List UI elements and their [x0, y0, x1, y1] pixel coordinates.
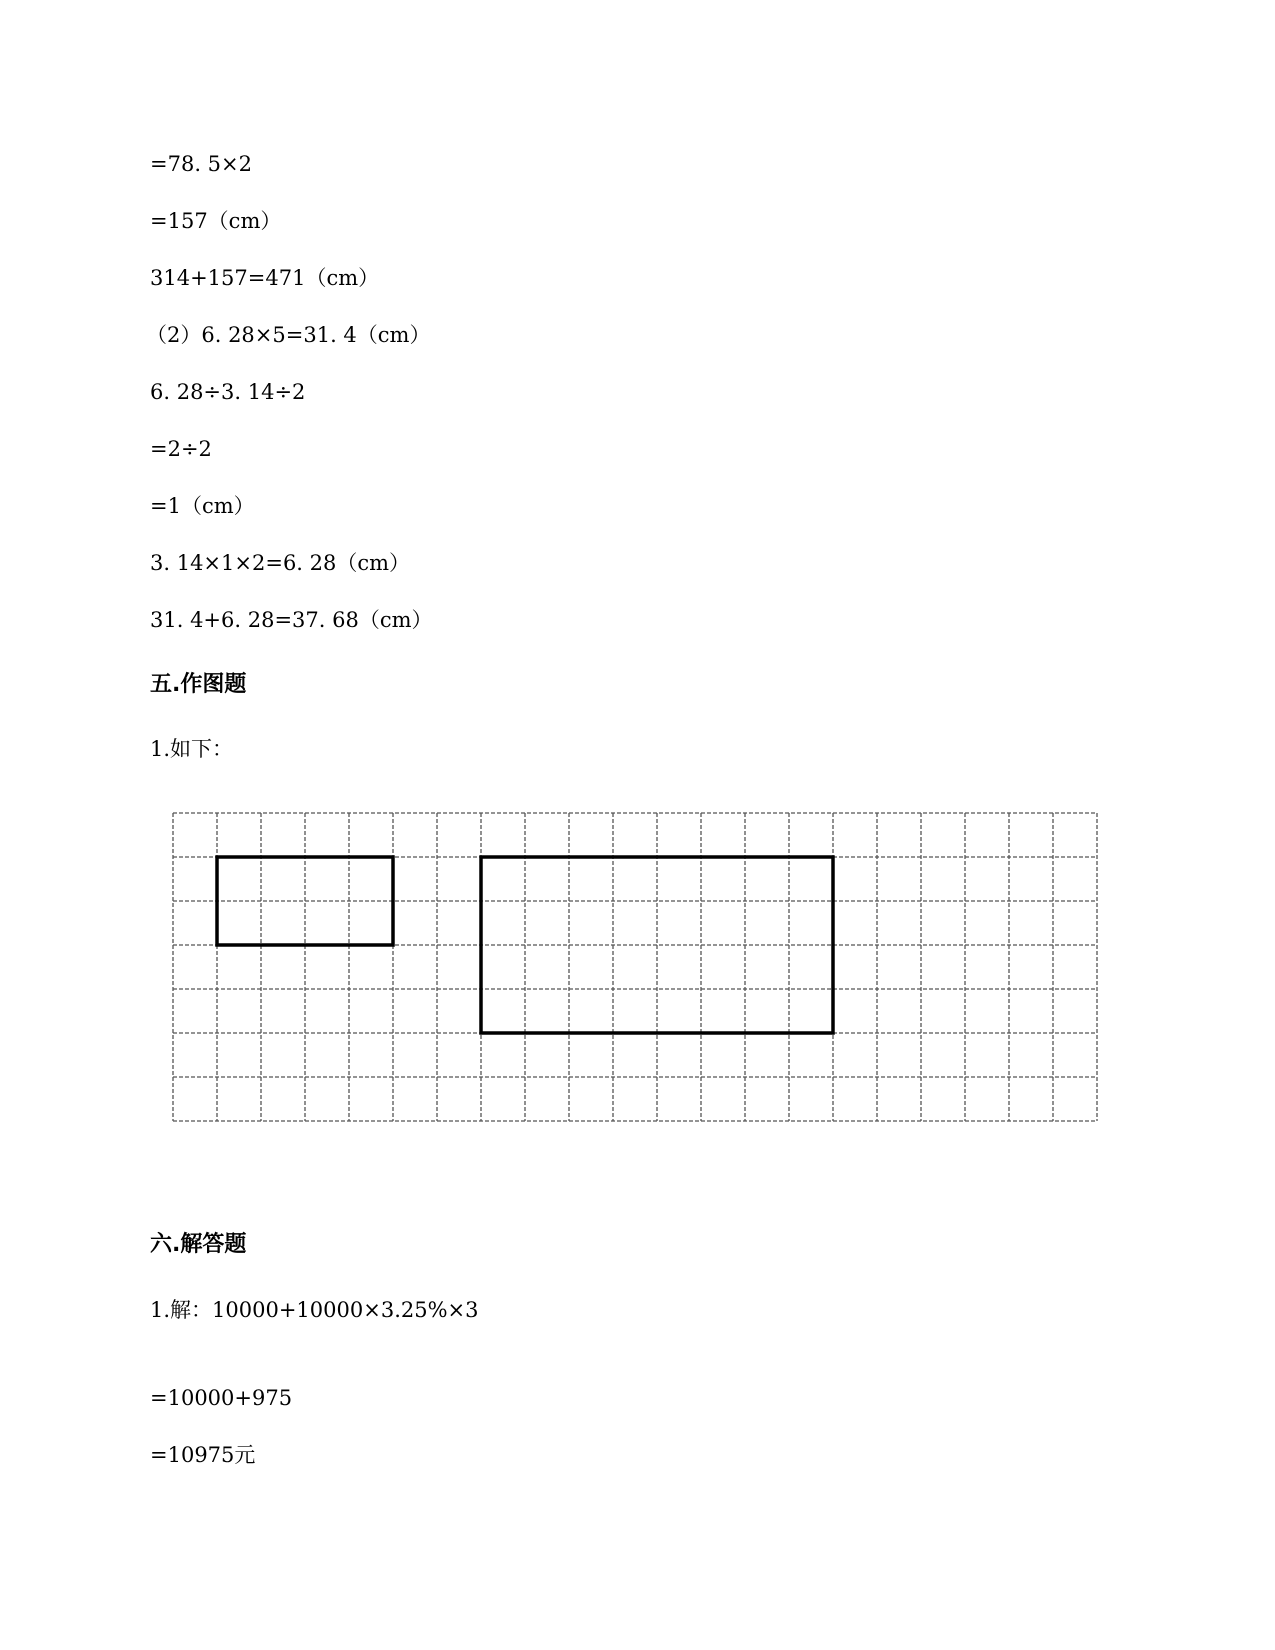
text-line-6: =2÷2	[150, 437, 212, 461]
section-6-line-2: =10000+975	[150, 1386, 293, 1410]
text-line-8: 3. 14×1×2=6. 28（cm）	[150, 551, 411, 575]
text-line-7: =1（cm）	[150, 494, 255, 518]
grid-figure	[170, 810, 1100, 1155]
section-6-line-3: =10975元	[150, 1443, 256, 1467]
text-line-1: =78. 5×2	[150, 152, 252, 176]
text-line-4: （2）6. 28×5=31. 4（cm）	[146, 323, 431, 347]
section-6-heading: 六.解答题	[150, 1232, 247, 1257]
text-line-3: 314+157=471（cm）	[150, 266, 380, 290]
text-line-5: 6. 28÷3. 14÷2	[150, 380, 306, 404]
section-6-line-1: 1.解：10000+10000×3.25%×3	[150, 1298, 479, 1322]
text-line-2: =157（cm）	[150, 209, 282, 233]
grid-lines	[173, 813, 1097, 1121]
text-line-9: 31. 4+6. 28=37. 68（cm）	[150, 608, 433, 632]
section-5-item-1: 1.如下：	[150, 737, 234, 761]
section-5-heading: 五.作图题	[150, 672, 247, 697]
